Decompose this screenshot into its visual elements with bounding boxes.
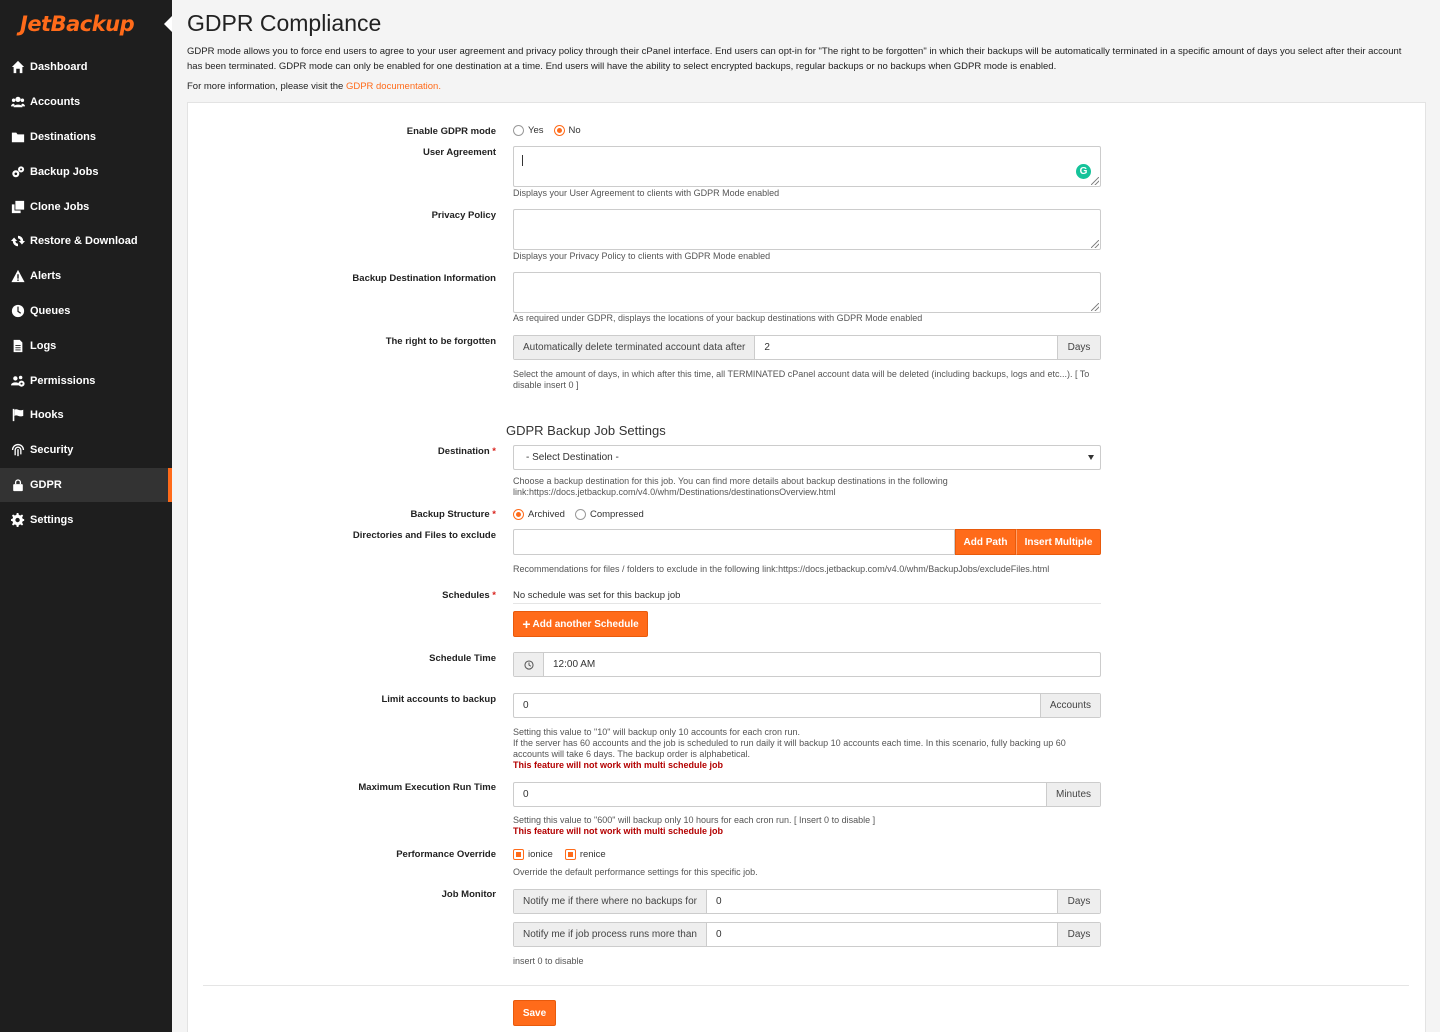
file-icon — [10, 339, 26, 353]
sidebar-item-label: Backup Jobs — [30, 165, 99, 178]
enable-gdpr-radio-group — [513, 125, 591, 136]
divider — [513, 603, 1101, 604]
limit-accounts-warning: This feature will not work with multi schedule job — [513, 760, 724, 770]
intro-text: GDPR mode allows you to force end users to agree to your user agreement and privacy policy through their cPanel interface. End users can opt-in for "The right to be forgotten" in which their backups will be automatically terminated in a specific amount of days you select after their account has been terminated. GDPR mode can only be enabled for one destination at a time. End users will have the ability to select encrypted backups, regular backups or no backups when GDPR mode is enabled. — [187, 46, 1402, 72]
max-exec-suffix: Minutes — [1046, 783, 1100, 806]
sidebar-item-label: GDPR — [30, 478, 62, 491]
more-info-text — [187, 81, 441, 92]
sidebar-item-label: Destinations — [30, 130, 97, 143]
users-cog-icon — [10, 374, 26, 388]
sidebar-item-label: Accounts — [30, 96, 81, 109]
destination-label — [438, 446, 496, 457]
privacy-policy-help: Displays your Privacy Policy to clients with GDPR Mode enabled — [513, 251, 771, 261]
caret-down-icon — [1088, 455, 1094, 460]
sidebar-item-accounts[interactable] — [0, 85, 172, 120]
max-exec-help-text: Setting this value to "600" will backup only 10 hours for each cron run. [ Insert 0 to disable ] — [513, 815, 876, 825]
gdpr-documentation-link[interactable]: GDPR documentation. — [345, 81, 441, 92]
schedule-time-label: Schedule Time — [429, 653, 496, 664]
destination-selected-value: - Select Destination - — [526, 452, 619, 463]
backup-dest-info-label: Backup Destination Information — [352, 273, 496, 284]
fingerprint-icon — [10, 443, 26, 457]
renice-checkbox[interactable] — [565, 849, 606, 860]
sidebar-item-destinations[interactable] — [0, 120, 172, 155]
required-marker: * — [492, 590, 496, 601]
right-forgotten-input-group — [513, 335, 1101, 360]
enable-gdpr-label: Enable GDPR mode — [406, 126, 496, 137]
right-forgotten-days-input[interactable]: 2 — [764, 342, 770, 353]
insert-multiple-button[interactable]: Insert Multiple — [1016, 529, 1101, 555]
divider — [203, 985, 1409, 986]
job-monitor-runtime-input[interactable]: 0 — [715, 929, 722, 940]
privacy-policy-textarea[interactable] — [513, 209, 1101, 250]
warning-icon — [10, 269, 26, 283]
cogs-icon — [10, 165, 26, 179]
sidebar-item-label: Permissions — [30, 374, 96, 387]
user-agreement-help: Displays your User Agreement to clients with GDPR Mode enabled — [513, 188, 780, 198]
user-agreement-textarea[interactable] — [513, 146, 1101, 187]
sidebar-item-label: Clone Jobs — [30, 200, 90, 213]
schedule-time-input-group — [513, 652, 1101, 677]
limit-accounts-label: Limit accounts to backup — [381, 694, 496, 705]
right-forgotten-prefix: Automatically delete terminated account data after — [514, 336, 755, 359]
max-exec-label: Maximum Execution Run Time — [358, 782, 496, 793]
no-schedule-text: No schedule was set for this backup job — [513, 590, 681, 601]
sidebar-item-label: Queues — [30, 304, 71, 317]
enable-gdpr-no-radio[interactable] — [554, 125, 581, 136]
resize-handle[interactable] — [1091, 177, 1099, 185]
refresh-icon — [10, 234, 26, 248]
destination-label-text: Destination — [437, 446, 490, 457]
flag-icon — [10, 408, 26, 422]
archived-radio[interactable] — [513, 509, 565, 520]
radio-label: Compressed — [589, 509, 644, 520]
max-exec-input-group — [513, 782, 1101, 807]
sidebar-item-label: Logs — [30, 339, 57, 352]
more-info-prefix: For more information, please visit the — [187, 81, 344, 92]
sidebar-item-label: Dashboard — [30, 61, 88, 74]
required-marker: * — [492, 509, 496, 520]
radio-label: Archived — [528, 509, 565, 520]
enable-gdpr-yes-radio[interactable] — [513, 125, 544, 136]
sidebar-item-label: Security — [30, 444, 74, 457]
sidebar-item-label: Alerts — [30, 270, 62, 283]
limit-accounts-suffix: Accounts — [1040, 694, 1100, 717]
backup-dest-info-help: As required under GDPR, displays the locations of your backup destinations with GDPR Mode enabled — [513, 313, 923, 323]
sidebar-item-security[interactable] — [0, 433, 172, 468]
resize-handle[interactable] — [1091, 240, 1099, 248]
max-exec-warning: This feature will not work with multi schedule job — [513, 826, 724, 836]
privacy-policy-label: Privacy Policy — [431, 210, 496, 221]
exclude-path-input[interactable] — [513, 529, 955, 555]
home-icon — [10, 60, 26, 74]
job-monitor-row-1 — [513, 889, 1101, 914]
checkbox-label: renice — [579, 849, 606, 860]
exclude-help: Recommendations for files / folders to exclude in the following link:https://docs.jetbackup.com/v4.0/whm/BackupJobs/excludeFiles.html — [513, 564, 1050, 574]
job-monitor-row-2-suffix: Days — [1057, 923, 1100, 946]
required-marker: * — [492, 446, 496, 457]
add-schedule-label: Add another Schedule — [532, 618, 639, 630]
sidebar-item-permissions[interactable] — [0, 363, 172, 398]
schedules-label-text: Schedules — [442, 590, 490, 601]
sidebar-item-gdpr[interactable] — [0, 468, 172, 503]
exclude-input-group — [513, 529, 1101, 555]
brand-logo[interactable] — [0, 0, 172, 48]
job-monitor-row-1-suffix: Days — [1057, 890, 1100, 913]
user-agreement-label: User Agreement — [422, 147, 496, 158]
sidebar — [0, 0, 172, 1032]
lock-icon — [10, 478, 26, 492]
sidebar-item-backup-jobs[interactable] — [0, 154, 172, 189]
sidebar-item-alerts[interactable] — [0, 259, 172, 294]
job-monitor-label: Job Monitor — [441, 889, 496, 900]
checkbox-label: ionice — [528, 849, 553, 860]
radio-label: No — [568, 125, 581, 136]
users-icon — [10, 95, 26, 109]
plus-icon: + — [522, 616, 531, 632]
performance-label: Performance Override — [396, 849, 496, 860]
performance-help: Override the default performance settings for this specific job. — [513, 867, 758, 877]
clone-icon — [10, 200, 26, 214]
backup-structure-label — [410, 509, 496, 520]
brand-logo-text: JetBackup — [20, 12, 135, 36]
exclude-label: Directories and Files to exclude — [352, 530, 496, 541]
folder-icon — [10, 130, 26, 144]
page-title: GDPR Compliance — [187, 10, 382, 36]
job-monitor-row-2-prefix: Notify me if job process runs more than — [514, 923, 707, 946]
job-monitor-no-backups-input[interactable]: 0 — [715, 896, 722, 907]
sidebar-item-settings[interactable] — [0, 502, 172, 537]
add-schedule-button[interactable] — [513, 611, 648, 637]
text-caret — [522, 155, 523, 166]
add-path-button[interactable]: Add Path — [955, 529, 1016, 555]
max-exec-input[interactable]: 0 — [523, 789, 529, 800]
sidebar-item-label: Hooks — [30, 409, 64, 422]
limit-accounts-input[interactable]: 0 — [523, 700, 529, 711]
resize-handle[interactable] — [1091, 303, 1099, 311]
right-forgotten-suffix: Days — [1057, 336, 1100, 359]
sidebar-item-hooks[interactable] — [0, 398, 172, 433]
gdpr-form-panel — [187, 102, 1426, 1032]
sidebar-item-queues[interactable] — [0, 294, 172, 329]
job-monitor-row-1-prefix: Notify me if there where no backups for — [514, 890, 707, 913]
sidebar-item-dashboard[interactable] — [0, 50, 172, 85]
schedule-time-input[interactable]: 12:00 AM — [553, 659, 596, 670]
sidebar-item-label: Restore & Download — [30, 235, 138, 248]
sidebar-item-label: Settings — [30, 513, 74, 526]
sidebar-nav — [0, 50, 172, 537]
grammarly-icon[interactable]: G — [1076, 164, 1091, 179]
backup-dest-info-textarea[interactable] — [513, 272, 1101, 313]
save-button[interactable]: Save — [513, 1000, 556, 1026]
compressed-radio[interactable] — [575, 509, 644, 520]
backup-structure-radio-group — [513, 509, 654, 520]
performance-checkbox-group — [513, 849, 618, 860]
right-forgotten-label: The right to be forgotten — [385, 336, 496, 347]
backup-structure-label-text: Backup Structure — [410, 509, 490, 520]
sidebar-collapse-icon[interactable] — [164, 16, 172, 32]
job-monitor-row-2 — [513, 922, 1101, 947]
sidebar-item-logs[interactable] — [0, 328, 172, 363]
schedules-label — [442, 590, 496, 601]
limit-accounts-help — [513, 727, 1103, 771]
limit-accounts-input-group — [513, 693, 1101, 718]
right-forgotten-help: Select the amount of days, in which after this time, all TERMINATED cPanel account data will be deleted (including backups, logs and etc...). [ To disable insert 0 ] — [513, 369, 1090, 390]
section-title: GDPR Backup Job Settings — [506, 423, 666, 438]
destination-select[interactable] — [513, 445, 1101, 470]
limit-accounts-help-1: Setting this value to "10" will backup only 10 accounts for each cron run. — [513, 727, 801, 737]
ionice-checkbox[interactable] — [513, 849, 553, 860]
job-monitor-help: insert 0 to disable — [513, 956, 584, 966]
max-exec-help — [513, 815, 1103, 837]
limit-accounts-help-2: If the server has 60 accounts and the job is scheduled to run daily it will backup 10 accounts each time. In this scenario, fully backing up 60 accounts will take 6 days. The backup order is alphabetical. — [513, 738, 1066, 759]
gear-icon — [10, 513, 26, 527]
destination-help: Choose a backup destination for this job. You can find more details about backup destinations in the following link:https://docs.jetbackup.com/v4.0/whm/Destinations/destinationsOverview.html — [513, 476, 948, 497]
sidebar-item-restore-download[interactable] — [0, 224, 172, 259]
clock-icon — [10, 304, 26, 318]
clock-icon — [514, 653, 544, 676]
radio-label: Yes — [528, 125, 544, 136]
sidebar-item-clone-jobs[interactable] — [0, 189, 172, 224]
